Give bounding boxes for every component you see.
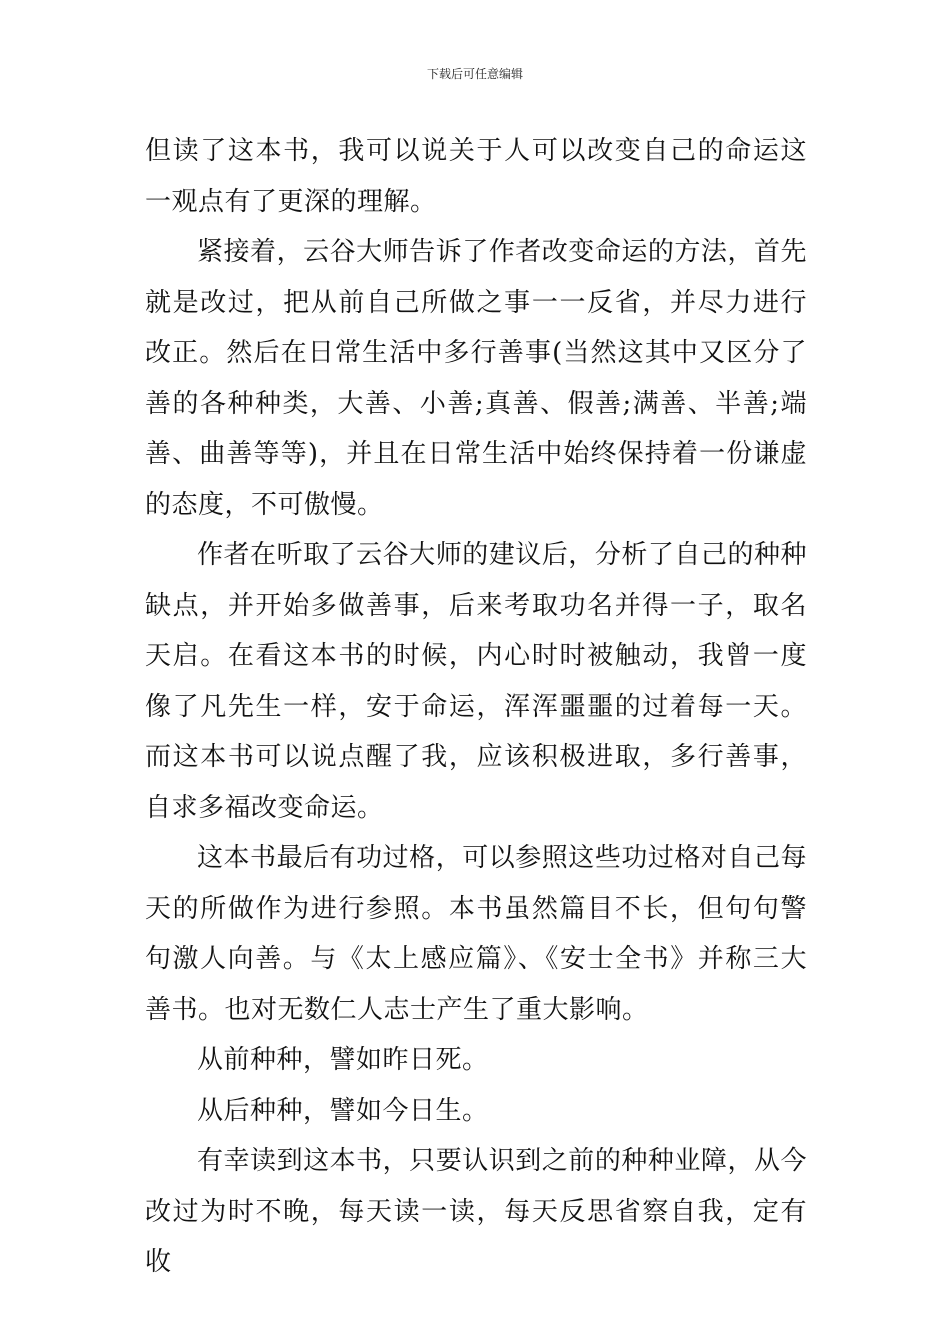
- paragraph-6: 从后种种，譬如今日生。: [197, 1095, 489, 1126]
- paragraph-2: 紧接着，云谷大师告诉了作者改变命运的方法，首先就是改过，把从前自己所做之事一一反省，并尽力进行改正。然后在日常生活中多行善事(当然这其中又区分了善的各种种类，大善、小善;真善、假善;满善、半善;端善、曲善等等)，并且在日常生活中始终保持着一份谦虚的态度，不可傲慢。: [145, 237, 807, 520]
- page-header: 下载后可任意编辑: [426, 67, 523, 81]
- paragraph-1: 但读了这本书，我可以说关于人可以改变自己的命运这一观点有了更深的理解。: [145, 136, 807, 217]
- paragraph-3: 作者在听取了云谷大师的建议后，分析了自己的种种缺点，并开始多做善事，后来考取功名并得一子，取名天启。在看这本书的时候，内心时时被触动，我曾一度像了凡先生一样，安于命运，浑浑噩噩的过着每一天。而这本书可以说点醒了我，应该积极进取，多行善事，自求多福改变命运。: [145, 540, 807, 823]
- document-body: [145, 126, 807, 1288]
- paragraph-5: 从前种种，譬如昨日死。: [197, 1045, 489, 1075]
- paragraph-7: 有幸读到这本书，只要认识到之前的种种业障，从今改过为时不晚，每天读一读，每天反思省察自我，定有收: [145, 1146, 807, 1277]
- paragraph-4: 这本书最后有功过格，可以参照这些功过格对自己每天的所做作为进行参照。本书虽然篇目不长，但句句警句激人向善。与《太上感应篇》、《安士全书》并称三大善书。也对无数仁人志士产生了重大影响。: [145, 843, 807, 1025]
